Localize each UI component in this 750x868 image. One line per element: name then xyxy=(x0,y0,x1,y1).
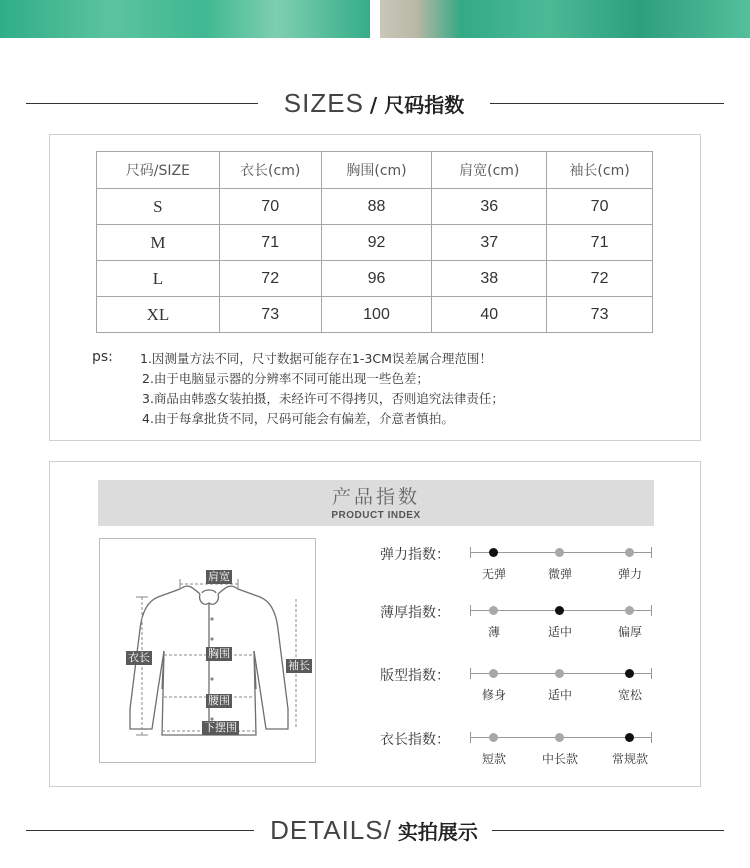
scale-tick xyxy=(651,732,652,743)
table-row xyxy=(97,297,653,333)
header-size: 尺码/SIZE xyxy=(97,152,220,189)
scale-label: 版型指数： xyxy=(380,668,450,684)
tag-chest: 胸围 xyxy=(208,647,230,660)
scale-dot-selected xyxy=(489,548,498,557)
scale-option: 中长款 xyxy=(541,752,579,766)
cell-length: 71 xyxy=(219,225,321,261)
tag-waist: 腰围 xyxy=(208,694,230,707)
scale-dot xyxy=(489,606,498,615)
details-heading-zh: 实拍展示 xyxy=(397,820,478,844)
notes-label: ps: xyxy=(92,349,113,365)
scale-dot xyxy=(625,606,634,615)
scale-dot xyxy=(625,548,634,557)
header-shoulder: 肩宽(cm) xyxy=(432,152,547,189)
scale-dot xyxy=(555,548,564,557)
scale-label: 弹力指数： xyxy=(380,547,450,563)
header-chest: 胸围(cm) xyxy=(321,152,432,189)
tag-shoulder: 肩宽 xyxy=(208,570,230,583)
scale-garment-length xyxy=(380,729,680,769)
scale-dot-selected xyxy=(625,669,634,678)
sizes-heading-en: SIZES xyxy=(283,88,364,118)
cell-size: M xyxy=(97,225,220,261)
notes-list xyxy=(140,349,504,429)
table-row xyxy=(97,261,653,297)
scale-tick xyxy=(470,605,471,616)
scale-option: 偏厚 xyxy=(617,625,643,639)
size-table xyxy=(96,151,653,333)
table-row xyxy=(97,189,653,225)
note-item: 2.由于电脑显示器的分辨率不同可能出现一些色差； xyxy=(142,371,429,386)
scale-label: 衣长指数： xyxy=(380,732,450,748)
cell-sleeve: 70 xyxy=(547,189,653,225)
size-chart-panel xyxy=(49,134,701,441)
heading-rule-right xyxy=(490,103,724,104)
header-sleeve: 袖长(cm) xyxy=(547,152,653,189)
tag-length: 衣长 xyxy=(128,651,150,664)
cell-length: 72 xyxy=(219,261,321,297)
scale-tick xyxy=(651,668,652,679)
scale-dot-selected xyxy=(555,606,564,615)
product-photo-right xyxy=(380,0,750,38)
scale-label: 薄厚指数： xyxy=(380,605,450,621)
cell-chest: 96 xyxy=(321,261,432,297)
tag-sleeve: 袖长 xyxy=(288,659,310,672)
scale-option: 短款 xyxy=(481,752,507,766)
product-photo-left xyxy=(0,0,370,38)
sizes-heading-zh: / 尺码指数 xyxy=(369,93,465,117)
scale-option: 无弹 xyxy=(481,567,507,581)
scale-dot xyxy=(555,669,564,678)
scale-option: 修身 xyxy=(481,688,507,702)
scale-dot xyxy=(489,669,498,678)
cell-chest: 88 xyxy=(321,189,432,225)
header-length: 衣长(cm) xyxy=(219,152,321,189)
cell-length: 70 xyxy=(219,189,321,225)
heading-rule-left xyxy=(26,830,254,831)
scale-tick xyxy=(651,547,652,558)
cell-size: L xyxy=(97,261,220,297)
scale-option: 宽松 xyxy=(617,688,643,702)
scale-dot xyxy=(489,733,498,742)
cell-shoulder: 36 xyxy=(432,189,547,225)
cell-length: 73 xyxy=(219,297,321,333)
note-item: 3.商品由韩惑女装拍摄，未经许可不得拷贝，否则追究法律责任； xyxy=(142,391,504,406)
cell-sleeve: 73 xyxy=(547,297,653,333)
cell-chest: 92 xyxy=(321,225,432,261)
cell-sleeve: 71 xyxy=(547,225,653,261)
scale-elasticity xyxy=(380,544,680,584)
scale-option: 薄 xyxy=(487,625,501,639)
scale-option: 微弹 xyxy=(547,567,573,581)
details-heading-en: DETAILS/ xyxy=(270,815,392,845)
cell-shoulder: 40 xyxy=(432,297,547,333)
cell-shoulder: 37 xyxy=(432,225,547,261)
cell-chest: 100 xyxy=(321,297,432,333)
scale-fit xyxy=(380,665,680,705)
tag-hem: 下摆围 xyxy=(204,721,237,734)
details-heading xyxy=(0,815,750,846)
scale-tick xyxy=(470,668,471,679)
scale-option: 适中 xyxy=(547,688,573,702)
product-index-title-en: PRODUCT INDEX xyxy=(331,510,421,521)
scale-tick xyxy=(651,605,652,616)
scale-dot xyxy=(555,733,564,742)
product-index-banner xyxy=(98,480,654,526)
scale-tick xyxy=(470,547,471,558)
scale-option: 适中 xyxy=(547,625,573,639)
sizes-heading xyxy=(0,88,750,119)
heading-rule-left xyxy=(26,103,258,104)
measurement-diagram xyxy=(99,538,316,763)
product-index-panel xyxy=(49,461,701,787)
table-row xyxy=(97,225,653,261)
heading-rule-right xyxy=(492,830,724,831)
scale-dot-selected xyxy=(625,733,634,742)
product-index-title-zh: 产品指数 xyxy=(331,486,420,508)
scale-thickness xyxy=(380,602,680,642)
scale-option: 弹力 xyxy=(617,567,643,581)
note-item: 4.由于每拿批货不同，尺码可能会有偏差，介意者慎拍。 xyxy=(142,411,454,426)
cell-size: S xyxy=(97,189,220,225)
scale-tick xyxy=(470,732,471,743)
size-table-header-row xyxy=(97,152,653,189)
scale-option: 常规款 xyxy=(611,752,649,766)
cell-size: XL xyxy=(97,297,220,333)
cell-shoulder: 38 xyxy=(432,261,547,297)
cell-sleeve: 72 xyxy=(547,261,653,297)
note-item: 1.因测量方法不同，尺寸数据可能存在1-3CM误差属合理范围！ xyxy=(140,351,492,366)
